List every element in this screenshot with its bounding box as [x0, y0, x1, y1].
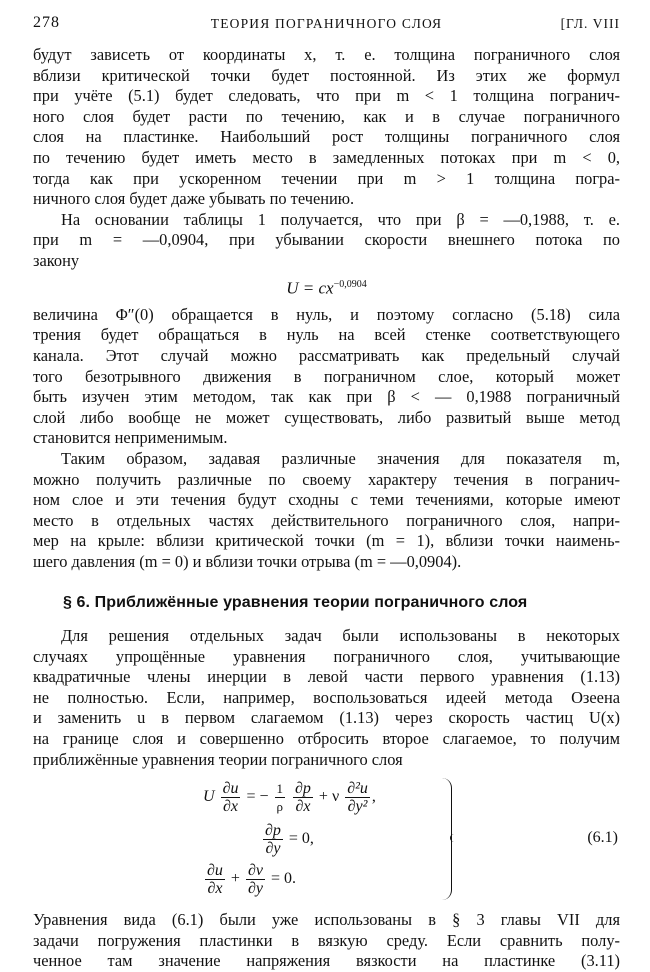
chapter-label: [ГЛ. VIII [560, 16, 620, 31]
page-body [33, 45, 620, 972]
paragraph-1 [33, 45, 620, 210]
denominator: ∂y² [347, 798, 368, 816]
text-line: ченное там значение напряжения вязкости на пластинке (3.11) [33, 951, 620, 971]
text-line: место в отдельных частях действительного пограничного слоя, напри- [33, 510, 620, 530]
text-line: величина Φ″(0) обращается в нуль, и поэтому согласно (5.18) сила [33, 304, 620, 324]
text-line: трения будет обращаться в нуль на всей стенке соответствующего [33, 325, 620, 345]
text-line: ном слое и эти течения будут сходны с теми течениями, которые имеют [33, 490, 620, 510]
paragraph-4 [33, 449, 620, 573]
denominator: ∂x [295, 798, 311, 816]
page-number: 278 [33, 14, 60, 31]
text-line: при m = —0,0904, при убывании скорости внешнего потока по [33, 230, 620, 250]
operator: + [230, 870, 240, 888]
text-line: шего давления (m = 0) и вблизи точки отрыва (m = —0,0904). [33, 551, 462, 571]
numerator: ∂u [222, 780, 239, 798]
text-line: и заменить u в первом слагаемом (1.13) через скорость частиц U(x) [33, 708, 620, 728]
text-line: приближённые уравнения теории пограничного слоя [33, 749, 403, 769]
text-line: закону [33, 250, 80, 270]
fraction [275, 780, 286, 815]
text-line: того безотрывного движения в пограничном слое, который может [33, 366, 620, 386]
text-line: по течению будет иметь место в замедленных потоках при m < 0, [33, 147, 620, 167]
denominator: ∂y [247, 880, 263, 898]
paragraph-6 [33, 910, 620, 972]
numerator: ∂v [247, 862, 263, 880]
running-header [33, 14, 620, 34]
fraction [263, 822, 283, 857]
text-line: задачи погружения пластинки в вязкую среду. Если сравнить полу- [33, 930, 620, 950]
formula-base: U = cx [286, 278, 334, 298]
text-line: быть изучен этим методом, так как при β < — 0,1988 пограничный [33, 387, 620, 407]
operator: + ν [318, 788, 340, 806]
equation-momentum [203, 780, 376, 815]
denominator: ∂y [265, 840, 281, 858]
text-line: можно получить различные по своему характеру течения в погранич- [33, 469, 620, 489]
numerator: ∂u [207, 862, 223, 880]
fraction [293, 780, 313, 815]
equation-pressure [261, 822, 314, 857]
numerator: ∂p [295, 780, 311, 798]
text-line: слой либо вообще не может существовать, либо развитый выше метод [33, 407, 620, 427]
equation-number: (6.1) [587, 829, 618, 847]
operator: = 0. [270, 870, 296, 888]
text-line: канала. Этот случай можно рассматривать как предельный случай [33, 345, 620, 365]
text-line: ничного слоя будет даже убывать по течению. [33, 189, 355, 209]
paragraph-3 [33, 305, 620, 449]
text-line: случаях упрощённые уравнения пограничного слоя, учитывающие [33, 646, 620, 666]
text-line: тогда как при ускоренном течении при m > 1 толщина погра- [33, 168, 620, 188]
denominator: ∂x [207, 880, 223, 898]
text-line: будут зависеть от координаты x, т. е. толщина пограничного слоя [33, 45, 620, 64]
text-line: слоя на пластинке. Наибольший рост толщины пограничного слоя [33, 127, 620, 147]
paragraph-2 [33, 210, 620, 272]
right-brace-tip [450, 834, 457, 842]
numerator: ∂²u [347, 780, 368, 798]
denominator: ∂x [223, 798, 239, 816]
numerator: ∂p [265, 822, 281, 840]
fraction [205, 862, 225, 897]
text-line: не полностью. Если, например, воспользоваться идеей метода Озеена [33, 687, 620, 707]
text-line: На основании таблицы 1 получается, что при β = —0,1988, т. е. [61, 209, 620, 229]
text-line: на границе слоя и совершенно отбросить второе слагаемое, то получим [33, 729, 620, 749]
denominator: ρ [276, 799, 284, 815]
text-line: становится неприменимым. [33, 428, 228, 448]
operator: = − [246, 788, 269, 806]
formula-exponent: −0,0904 [333, 278, 367, 290]
paragraph-5 [33, 626, 620, 770]
operator: = 0, [288, 830, 314, 848]
fraction [221, 780, 241, 815]
equation-system [33, 776, 620, 904]
eq1-coef: U [203, 788, 215, 806]
text-line: вблизи критической точки будет постоянной. Из этих же формул [33, 65, 620, 85]
text-line: ного слоя будет расти по течению, как и в случае пограничного [33, 106, 620, 126]
section-heading: § 6. Приближённые уравнения теории пограничного слоя [63, 593, 528, 611]
running-title: ТЕОРИЯ ПОГРАНИЧНОГО СЛОЯ [210, 16, 443, 31]
text-line: квадратичные члены инерции в левой части первого уравнения (1.13) [33, 667, 620, 687]
equation-continuity [203, 862, 296, 897]
text-line: Для решения отдельных задач были использованы в некоторых [61, 626, 620, 646]
punctuation: , [371, 788, 376, 806]
numerator: 1 [276, 781, 284, 797]
fraction [246, 862, 265, 897]
text-line: Уравнения вида (6.1) были уже использованы в § 3 главы VII для [33, 910, 620, 930]
formula-velocity-law [33, 275, 620, 299]
fraction [345, 780, 370, 815]
text-line: мер на крыле: вблизи критической точки (m = 1), вблизи точки наимень- [33, 531, 620, 551]
text-line: Таким образом, задавая различные значения для показателя m, [61, 448, 620, 468]
text-line: при учёте (5.1) будет следовать, что при m < 1 толщина погранич- [33, 86, 620, 106]
